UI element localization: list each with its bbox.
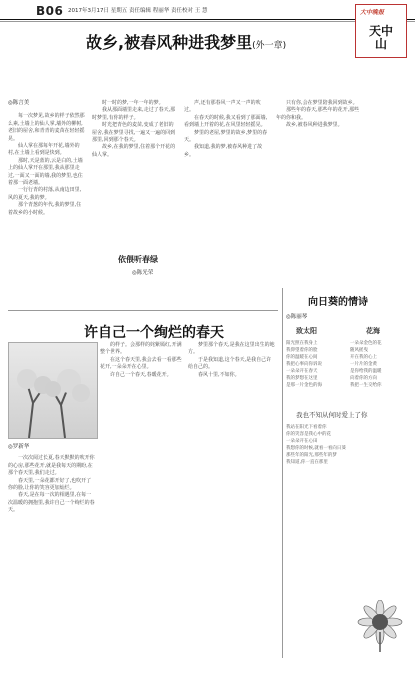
poem-line: 向着你的方向 <box>350 376 377 381</box>
sunflower-article-author: ◎陈丽琴 <box>286 314 308 320</box>
sunflower-article-title: 向日葵的情诗 <box>308 297 368 308</box>
article1-para: 在春天的时候,我又看到了那面墙,看到墙上开着的花,在风里轻轻摇晃。 <box>184 114 268 129</box>
article1-para: 我知道,我的梦,被春风种进了故乡。 <box>184 144 263 158</box>
article1-title-suffix: (外一章) <box>252 41 287 51</box>
article2-para: 春天里,一朵花都开好了,也吹开了你的脸,让你的笑容更加灿烂。 <box>8 477 92 492</box>
article1-title-text: 故乡,被春风种进我梦里 <box>86 33 253 52</box>
poem-line: 我把心事向你诉说 <box>286 362 322 367</box>
article1-para: 时光把青色的麦苗,变成了老旧的屋舍,我在梦里寻找,一遍又一遍的回到那里,回到那个春天。 <box>92 122 176 144</box>
poem-left <box>286 340 346 389</box>
poem-right <box>350 340 408 389</box>
article2-para: 梦里那个春天,是我在这里出生的地方。 <box>188 342 275 356</box>
logo-name: 天中 山 <box>368 24 393 51</box>
poem-line: 我把一生交给你 <box>350 383 382 388</box>
poem-line: 随风摇曳 <box>350 348 368 353</box>
logo-brand: 大中晚报 <box>360 9 385 16</box>
blossom-tree-icon <box>9 343 97 438</box>
poem-right-title: 花海 <box>366 327 380 335</box>
article1-para: 那个青葱的年代,我的梦里,住着故乡的小时候。 <box>8 202 82 216</box>
article2-para: 春风十里,不如你。 <box>198 371 240 378</box>
poem-line: 是那一片金色的海 <box>286 383 322 388</box>
header-rule-thin <box>0 21 415 22</box>
article2-col3 <box>188 342 276 379</box>
poem-line: 你的笑容是我心中的花 <box>286 432 331 437</box>
poem-left-title: 致太阳 <box>296 327 317 335</box>
article2-para: 于是我知道,这个春天,是我自己许给自己的。 <box>188 356 272 371</box>
article2-para: 一次次阅过长夏,春天默默的吹开你的心房,那些花开,就是我每天的期盼,在那个春天里,我们走过。 <box>8 455 95 477</box>
poem-line: 我知道,你一直在那里 <box>286 460 328 465</box>
article2-col2 <box>100 342 184 379</box>
article2-col1 <box>8 444 96 515</box>
article2-para: 的样子。会那样的姹紫嫣红,开满整个世界。 <box>100 342 182 356</box>
section-divider <box>8 310 278 311</box>
page-number: B06 <box>36 4 64 18</box>
article1-para: 那些年的春天,那些年的花开,那些年的你和我。 <box>276 107 360 121</box>
article2-author: ◎罗新华 <box>8 444 30 450</box>
article1-para: 仙人掌在那每年开花,墙外的村,在土墙上看到是快到。 <box>8 143 80 157</box>
poem-line: 那些年的阳光,那些年的梦 <box>286 453 337 458</box>
article1-para: 故乡,在我的梦里,住着那个开花的仙人掌。 <box>92 144 176 158</box>
poem-line: 一朵朵开在春天 <box>286 369 318 374</box>
small-article-title: 依偎听春绿 <box>118 255 158 264</box>
article1-col4 <box>276 100 362 130</box>
page-meta: 2017年3月17日 星期五 责任编辑 程丽华 责任校对 王 慧 <box>68 8 208 14</box>
article1-title <box>86 30 286 53</box>
article1-para: 故乡,被春风种进我梦里。 <box>286 122 343 129</box>
article1-para: 我从那面墙里走来,走过了春天,那时梦里,有你的样子。 <box>92 107 176 121</box>
article1-para: 时一时的梦,一年一年的梦。 <box>102 100 164 106</box>
poem-line: 我的梦想在这里 <box>286 376 318 381</box>
column-divider <box>282 288 283 658</box>
article1-para: 每一次梦见,故乡的样子依然那么素,土墙上的仙人掌,墙外的柳树,老旧的屋舍,和青青的麦苗在轻轻摇晃。 <box>8 113 85 142</box>
article1-para: 一行行青的村落,从南边田里,风的夏天,我的梦。 <box>8 187 82 201</box>
article1-col2 <box>92 100 178 159</box>
poem-line: 你的温暖在心间 <box>286 355 318 360</box>
poem-line: 一朵朵开在心田 <box>286 439 318 444</box>
header-rule <box>0 19 415 20</box>
poem-bottom <box>286 424 396 466</box>
small-article-author: ◎陈光荣 <box>132 270 154 276</box>
article1-col1 <box>8 100 86 217</box>
sunflower-icon <box>356 600 404 652</box>
article1-para: 声,还有那春风一声又一声的吹过。 <box>184 100 261 114</box>
poem-line: 一片片的金黄 <box>350 362 377 367</box>
blossom-photo <box>8 342 98 439</box>
article1-author: ◎陈言美 <box>8 100 30 106</box>
article1-para: 梦里的老屋,梦里的故乡,梦里的春天。 <box>184 129 268 144</box>
article1-para: 那时,天是蓝的,云是白的,土墙上的仙人掌开在那里,我从那里走过,一面又一面的墙,我的梦里,也住着那一面老墙。 <box>8 157 83 187</box>
article2-para: 春天,是在每一次的相遇里,在每一次温暖的拥抱里,我许自己一个绚烂的春天。 <box>8 492 95 514</box>
article2-para: 在这个春天里,我会去看一看那些花开,一朵朵开在心里。 <box>100 356 182 371</box>
article1-para: 只有你,会在梦里陪我回到故乡。 <box>286 100 358 106</box>
poem-line: 是你给我的温暖 <box>350 369 382 374</box>
poem-quote: 我也不知从何时爱上了你 <box>296 411 368 419</box>
poem-line: 我想你的时候,就看一看向日葵 <box>286 446 346 451</box>
poem-line: 我仰望着你的脸 <box>286 348 318 353</box>
article1-col3 <box>184 100 270 159</box>
poem-line: 阳光照在我身上 <box>286 341 318 346</box>
poem-line: 开在我的心上 <box>350 355 377 360</box>
poem-line: 我站在阳光下看着你 <box>286 425 327 430</box>
poem-line: 一朵朵金色的花 <box>350 341 382 346</box>
article2-para: 许自己一个春天,春暖花开。 <box>110 371 172 378</box>
article2-title: 许自己一个绚烂的春天 <box>84 325 224 341</box>
section-logo <box>355 4 407 58</box>
